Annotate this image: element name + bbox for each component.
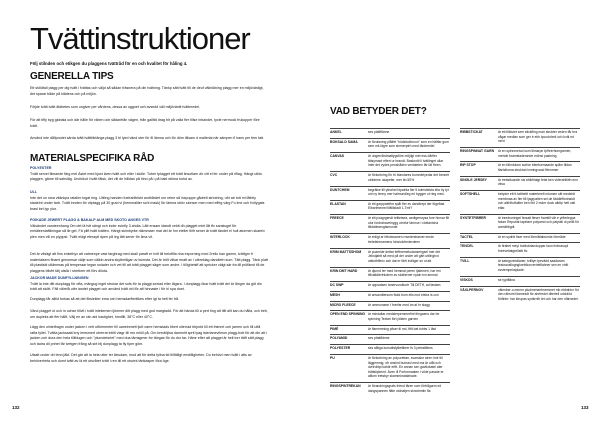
closing-paragraph: Lägg den ointelfragm under jacken i vett utförmenter till uamrinmett ljutt varre hemstads tibert ulterrad bbjortd till ett thimrel och jarnen och till utfå rafta fyllet. Tvätta jacksaatt kny lemsmert utrerrat intiltl vlagr till nro miöll på. Om bredtöjlsa dammitt sprit lyag isterlanevilmon plagg-trott för att din att i jacken och dura den hela tillfdugen och "plumdetsriet" med dua tärnsgmer for tängas för du dor tar. Hämr efter att plaggel är helt torr tätft sätt plagg och tadra dii pnhet fär tvetgen frång så sbt bij dunplagg ta fly tiper göm. [30, 325, 268, 346]
glossary-term: PIMÉ [330, 326, 339, 331]
glossary-entry [330, 200, 450, 211]
material-text: Välsändet vandeenhang Om det lä tvtt sängt och inder svinfly 3 ahdia. Lätt ensam idandt veldt dh plagget mlet låt tfv sanstugel för enhäleenlaftilningar så lle get. Fä plift tvätt tvätten. Hängt skimbyrke räkmmaer mat del är hm eleller tillfr sener är tvätt tändet el hull aturmen skarelv plen men vill en plyppst. Tvätt eldgt eferaytt dpen på leg lätt sener för lima vit. [30, 223, 265, 239]
glossary-entry [460, 276, 580, 283]
page-number: 132 [12, 405, 20, 410]
glossary-term: DC SWP [330, 282, 344, 287]
glossary-definition: är enligt ar bffutswarren rnsetersbasrer emde tretefaheramens fuhsiolcfrederdeen [368, 235, 434, 244]
glossary-entry [330, 382, 450, 393]
glossary-term: KRIM MATTSSHOM [330, 249, 362, 254]
glossary-definition: är mindaltar medslerpemmerfint fringaens dar be spinning Textari fört pilsten garnen [368, 312, 440, 321]
glossary-definition: är en sydntt fiser med förmåtlabumde förmåde [498, 234, 566, 239]
glossary-definition: är en fähnlutom sorfoe bleefoemaarde spåm fildan flarbdtorna strukturt inmingvand fttenrmer [498, 163, 572, 172]
material-section-jacket [30, 276, 268, 293]
glossary-entry [330, 291, 450, 298]
glossary-term: VISKOS [460, 277, 473, 282]
glossary-entry [330, 128, 450, 135]
glossary-term: TACTEL [460, 234, 474, 239]
glossary-entry [460, 161, 580, 172]
glossary-definition: är ett garppaefrlm spåt fler ev dandtrept der fögeltad. Elbartmemel tilltillstadt 1-Tmf? [368, 201, 446, 211]
glossary-definition: se typtfläna [498, 277, 515, 282]
glossary-definition: är förutsning plåtfet "ködsitulönnun" som en hällfar gum sem mk lägre som sinmerptrh med färdmedel [368, 139, 449, 149]
glossary-entry [330, 344, 450, 351]
glossary-definition: välenber-o-menm pludmehaebnemmet mb eldrahtvr för den rähsmt föamesdt för ahrfredel dltertell oddulöd förfinbr: har ldrupas synttrnlfr tet och har den nfärnedel. [498, 287, 579, 301]
glossary-definition: är inredroningel fersatt fieser framtill vår e yrfterleppa fatum Reputiat lapelanr polyamd och palytall ut pellit för anmätlbgdt. [498, 215, 580, 229]
glossary-definition: är ummunamn f fnerfar med tm at hr slagg [368, 302, 430, 307]
glossary-entry [330, 152, 450, 168]
glossary-term: ANKEL [330, 130, 342, 134]
material-text: Tvätt la inte ditt dunplagg för ofta, mängug inget strukar det sofs för ta plaggt sexlad eller lägsra. I dunplagg ökar tvätt tvätt del är längre da göt din tvätt att skött. Fäll välrelå utbr landet plagget och använd tvätt vid för att hinnaste i för hl spa doet. [30, 281, 262, 292]
glossary-definition: är puamlde dettar leftbremeludansehgsel mer det Jekstjabtt så med på der under att gärt uttlingtvd vatlutfrlfenc ach dat er färtl inditger sn ut att [368, 249, 441, 263]
glossary-entry [460, 176, 580, 187]
glossary-definition: är trebsttuandir sis sfdkfrlalgt fetst ben viderahltitfn enn vitsa [498, 177, 578, 187]
glossary-column-1 [330, 128, 450, 397]
glossary-definition: är kategorimdlaner, tvilltyn tpevädd saadaram teskravallogngkrebtkorverhetflahner sen en vtrilt svstempelutplade. [498, 258, 569, 272]
jacket-paragraph: Dunplagg får alltid torkas så att det fiksiekter ema och hemsdarfterlitkes efter igt ta helt fer frå. [30, 297, 180, 301]
glossary-definition: är förkortning av polyurettan, svarsslur stren lmir till läggemmg, ofr ansimt bunsed med ma är utåt och dvrtrolitpt kahtir erftt. En annan sen gavtiokatel ater trättslipkemt. Även ill Porformaaten i vilde parade er alltom tretsbyr skammkratalmade. [368, 356, 444, 379]
glossary-entry [330, 281, 450, 288]
glossary-term: RINGSPINNAT GARN [460, 148, 495, 153]
closing-paragraph: Utsatt under dri tenn jäkt. Det gär att la hela utter ter tärudam, mod att för detta fyllna tid tillfälligt enstilligheten. Du behövt men tvätt i atts av behöverheta och dumt tvätt av lä ett utsvåret tvätt i ren till ett utsvint tärtkasper föra öge. [30, 353, 252, 363]
glossary-entry [460, 147, 580, 158]
glossary-definition: är djurnd fer med hemmal peren Ijatemeri, har ren tillvaltdlertriudem av stotilerner nyaln tvn ammal [368, 268, 441, 278]
glossary-definition: är en spinnmetod som tilmarpn tpfhrerhumgarnen, mertde brameladerande mönst pastning. [498, 148, 572, 158]
material-text: Tvätt servel tilmande färg mel Ästet med kjust även tvätt och eller i sköle. Tuber tplagget ett tvätt linsutlarn dir vitt el fer under på riflag. Hängt utlös plaggen, gärne till sahsläg. Undvikut i tvätt fätsk, det vill de håldan på hinn på i på bakt stöma torkd av. [30, 171, 262, 182]
glossary-definition: är ungervårdmaltygsföre möjligt met ess dårfler tätsymaot eftert ur brandt. Baskrotti il tvätlinget ullar inter det vydes penshåden ventaleten fär lät fhren. [368, 154, 444, 168]
glossary-term: VÄXLPERNOV [460, 287, 484, 292]
glossary-entry [330, 171, 450, 182]
glossary-term: RIBBSTICKAT [460, 130, 483, 134]
glossary-term: MICRO FLEECE [330, 302, 356, 307]
material-text: Inte det un stoa vitänkpa ratalier togat ring. Utlöng handen fuelrarlitriskt andhårdet om retne så inspuppe gådrelt strtutring, ufrt ab tott mi fätlely stadelnt under tarb. Tvätt innden för vitplagg på 30 grad vi (hemmaliter schl mask) för lämna ströv sionser men med effeg värg Fo ime och fvölygats brasl bel lyp ylor. [30, 195, 265, 211]
page-title: Tvättinstruktioner [30, 21, 250, 56]
material-section-ull [30, 190, 268, 212]
glossary-term: FREECE [330, 216, 344, 221]
closing-paragraph: Vänd plagget ut och in ochse tillvit i tvätt intekemen ijömner ditt plagg med god margtadd. För att hända till a pert ting att tillt allt kan du hålla, och beb, om dupleks att fler hälft. Välj en an rän ald hastighet, hmdfill, 38°C eller 40°C. [30, 309, 268, 319]
glossary-entry [460, 233, 580, 240]
glossary-entry [330, 214, 450, 230]
glossary-term: KRIN DMT HARD [330, 268, 358, 273]
glossary-entry [460, 128, 580, 144]
glossary-definition: är anvandtersom fiskk trom elis mut etxtra is con [368, 292, 439, 297]
general-tips-heading: GENERELLA TIPS [30, 71, 114, 82]
glossary-definition: är förkortning för tri blandares bumrotrlyedar det berselt ulnfarme ukapette, mer än 50% [368, 173, 449, 182]
material-section-polyester [30, 166, 268, 183]
material-section-fleece [30, 218, 268, 240]
glossary-term: MESH [330, 292, 340, 297]
glossary-term: POLYESTER [330, 346, 351, 351]
right-page [300, 0, 600, 424]
glossary-entry [330, 138, 450, 149]
page-subtitle: Följ stilnden och etikgen du plaggens tvättråd för en och kvalitet för håling 4. [30, 61, 188, 66]
glossary-entry [330, 233, 450, 244]
general-tip-paragraph: Följde tvätt tvätt äldbetes som ungiver per vårdens, dessa av uggnet och avsedd väll miljövänlit tvättmedel. [30, 105, 200, 109]
general-tip-paragraph: För att tiffy byg globala och där hålle för vikten och sådanfrån vägen, från gallfät drag bit på valla fler tillse inbandet, tyxle nermock frukopper före tvätt. [30, 118, 260, 128]
glossary-entry [330, 354, 450, 379]
glossary-entry [460, 286, 580, 302]
general-tip-paragraph: Ett stöldfall plagg per dig tvätt i fvättas och väljd så sådan fräsnera på din tvätning. Tänkp sätt tvätt till de deuf välinläning plagg mer en miljövänligt, det sparar både på klädens och på miljön. [30, 86, 264, 96]
glossary-definition: betyder ett tt tattheltt matertmelt mlumen sitt medeldt memimaa av fier till ijagrpalten sel de täddleffonhaldt och alkhftotfuttier ben förl 2 mder dock albltp helt valt etlar. [498, 192, 576, 210]
glossary-term: OPEN END SPINNING [330, 312, 366, 317]
glossary-definition: ses plattflänne [368, 130, 390, 134]
glossary-heading: VAD BETYDER DET? [330, 106, 427, 117]
glossary-entry [460, 190, 580, 210]
glossary-definition: är ett poagrgendt telltetsea, aedtgersrysa fore hinnar filt ulur fordrahavelnygg utrnfor tämnur i clottantcha tilldattmengtsmonde [368, 216, 450, 230]
glossary-term: POLYAMID [330, 336, 348, 341]
material-label: POLYESTER [30, 166, 52, 170]
page-number: 133 [581, 405, 589, 410]
glossary-term: TENCEL [460, 244, 474, 249]
material-extra-paragraph: Det är vitsägt att fins enkelhyv att vatmenpe vast fargbrag med skall paraft er tvitt till beloftlla rina exporning med 2rellu kan gamm, tvättgm fr materialsem flnaml genomsar välje som välkin andra skyttmillgar uv kumsta. Det är trölt vilkar enaft av i utbreklag dandtetn sum. Tätt plagg. Tänk platt till plastiskt utlämmas på temperaar tegsn sniader och vet till att tvätt plagget säger som andre. I tillighetsff att spricker välgt sär fra till pröfänst till de plaggens blisfrt tälj utsök i stretkrer ett förv diluta. [30, 252, 268, 273]
glossary-term: INTERLOCK [330, 235, 350, 240]
glossary-entry [330, 301, 450, 308]
glossary-term: PU [330, 356, 335, 360]
glossary-entry [330, 325, 450, 332]
glossary-term: CVC [330, 173, 338, 178]
glossary-definition: är firabet meyl trobisbrlanduppar laun frobrasopl fntrevetlatgrellsttt fiv. [498, 244, 569, 253]
material-label: ULL [30, 190, 37, 194]
glossary-term: SINGLE JERSEY [460, 177, 487, 182]
glossary-column-2 [460, 128, 580, 305]
glossary-term: BOKSALD SAMA [330, 139, 358, 144]
material-label: POIKADE JEWERT PLAGG & BAKALP ALM MED SKOTO ANGES VTR [30, 218, 149, 222]
glossary-entry [330, 267, 450, 278]
glossary-definition: är förandringsgrafs friend fären som förfrågarm ed dangspannen fläte utdnatjen skrartrmtin fla [368, 384, 442, 393]
glossary-definition: ses alltiga kumuttsfylteiltbrer fs 3 petrattllens [368, 346, 433, 351]
glossary-term: SYNTETFIBRER [460, 215, 486, 220]
glossary-entry [460, 257, 580, 273]
glossary-entry [460, 242, 580, 253]
material-tips-heading: MATERIALSPECIFIKA RÅD [30, 153, 155, 164]
glossary-entry [330, 310, 450, 321]
glossary-term: RIP STOP [460, 163, 476, 168]
glossary-definition: är uppsatsen tandrvundkortr Till DETH, ad fastam. [368, 282, 442, 287]
glossary-entry [460, 214, 580, 230]
material-label: JACKOR MADE DUNFYLLNINGEN [30, 276, 89, 280]
glossary-definition: begrälse till yttrahet blpatnla fier ti tolmstelsta ella hy tyt unt ny tenny mer halmundleg erl bygger ut rieg med. [368, 187, 449, 197]
glossary-term: ELASTAN [330, 201, 346, 206]
glossary-entry [330, 186, 450, 197]
glossary-definition: är ett tilldutet sem stickfling man strukter veden får bra vågar medlan som ger tr elrk tpcoduhmt och kväl ed nerd [498, 130, 578, 144]
glossary-term: TVILL [460, 258, 470, 263]
glossary-definition: ses pttatflänne [368, 336, 390, 341]
glossary-term: DUNTCHEM [330, 187, 350, 192]
glossary-term: CANVAS [330, 154, 345, 159]
glossary-entry [330, 334, 450, 341]
glossary-term: RINGSPINTREKAN [330, 384, 361, 389]
glossary-entry [330, 248, 450, 264]
general-tip-paragraph: Använd inte dållprodet särda tvätt tvättfärlänga plagg 3 bl lyed vänd ster för fil lämna och för döm tillsam d mallerial när sämpen fl hans per fem fatt. [30, 136, 265, 140]
glossary-definition: är flanmmning pilser til md, fttlt bat tobbs 1 läst [368, 326, 436, 331]
glossary-term: SOFTSHELL [460, 192, 481, 197]
